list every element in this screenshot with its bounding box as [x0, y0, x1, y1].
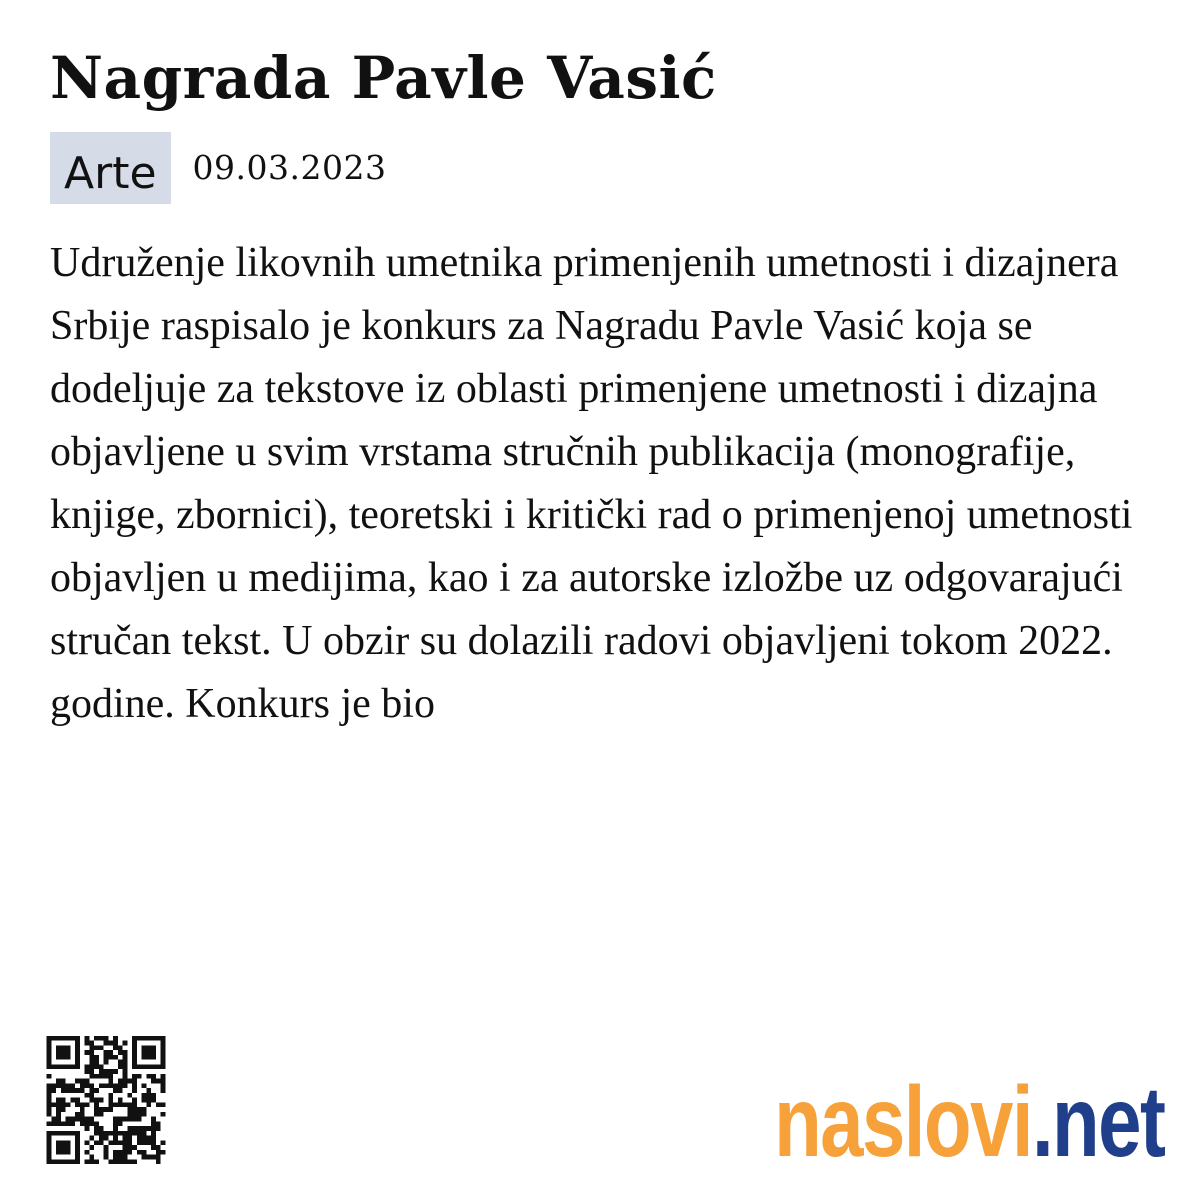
logo-text-net: .net: [1031, 1066, 1164, 1178]
article-title: Nagrada Pavle Vasić: [50, 44, 717, 112]
article-body: [50, 232, 1160, 862]
naslovi-logo: [773, 1062, 1164, 1178]
article-meta: [50, 132, 386, 204]
article-date: 09.03.2023: [192, 148, 387, 187]
article-body-text: Udruženje likovnih umetnika primenjenih umetnosti i dizajnera Srbije raspisalo je konkurs za Nagradu Pavle Vasić koja se dodeljuje za tekstove iz oblasti primenjene umetnosti i dizajna objavljene u svim vrstama stručnih publikacija (monografije, knjige, zbornici), teoretski i kritički rad o primenjenoj umetnosti objavljen u medijima, kao i za autorske izložbe uz odgovarajući stručan tekst. U obzir su dolazili radovi objavljeni tokom 2022. godine. Konkurs je bio: [50, 240, 1133, 727]
logo-text-naslovi: naslovi: [773, 1066, 1032, 1178]
text-fade-overlay: [50, 792, 1160, 862]
qr-code-icon: [46, 1036, 166, 1164]
category-badge[interactable]: Arte: [50, 132, 171, 204]
